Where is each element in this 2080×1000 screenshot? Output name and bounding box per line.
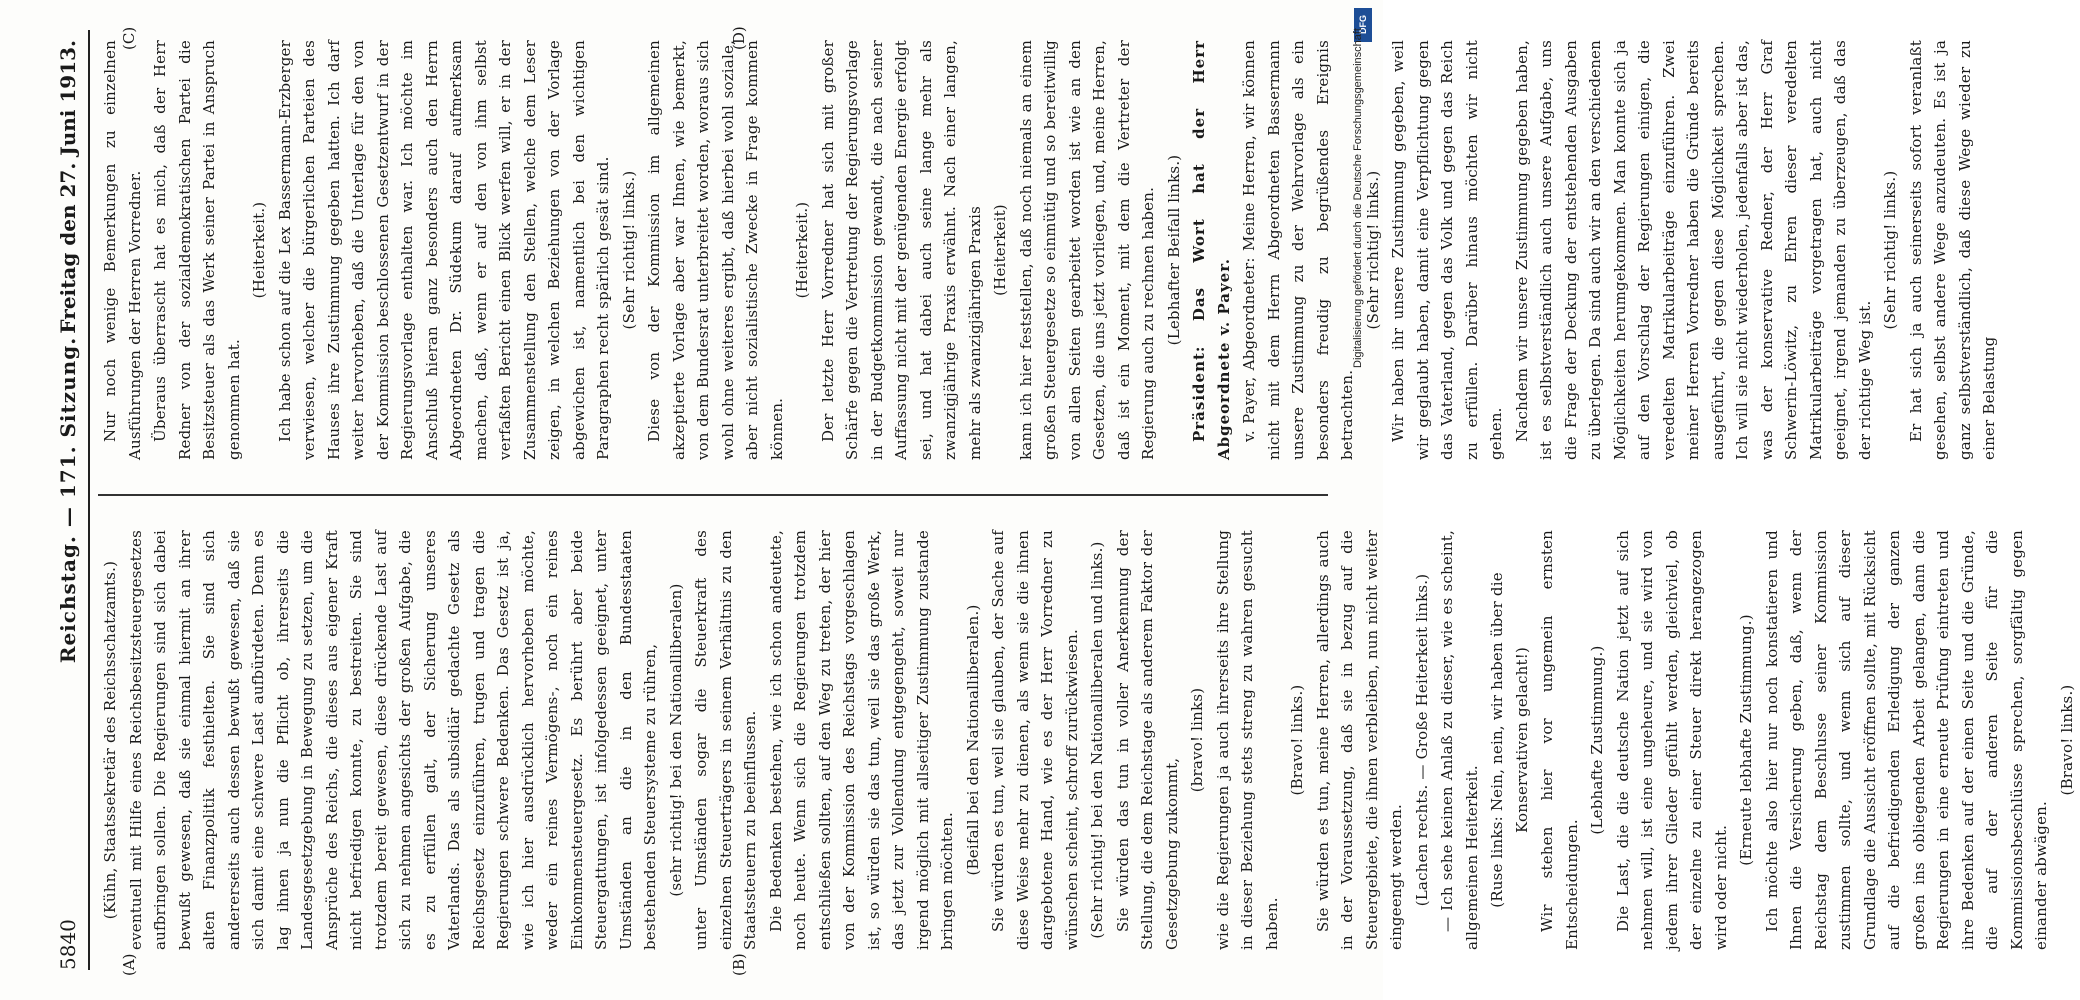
- paragraph: wie die Regierungen ja auch ihrerseits ihre Stellung in dieser Beziehung stets streng zu wahren gesucht haben.: [1213, 530, 1281, 950]
- interjection: (Bravo! links.): [1288, 684, 1306, 796]
- interjection: (Lebhafter Beifall links.): [1164, 154, 1183, 346]
- speaker-note: (Kühn, Staatssekretär des Reichsschatzamts.): [101, 560, 119, 920]
- paragraph: Er hat sich ja auch seinerseits sofort veranlaßt gesehen, selbst andere Wege anzudeuten. Es ist ja ganz selbstverständlich, daß diese Wege wieder zu einer Belastung: [1906, 40, 1998, 460]
- president-speech: Präsident: Das Wort hat der Herr Abgeordnete v. Payer.: [1190, 40, 1233, 460]
- paragraph: unter Umständen sogar die Steuerkraft des einzelnen Steuerträgers in seinem Verhältnis zu den Staatssteuern zu beeinflussen.: [692, 530, 759, 950]
- margin-mark-a: (A): [120, 953, 138, 976]
- paragraph: Wir haben ihr unsere Zustimmung gegeben, weil wir geglaubt haben, damit eine Verpflichtung gegen das Vaterland, gegen das Volk und gegen das Reich zu erfüllen. Darüber hinaus möchten wir nicht gehen.: [1389, 40, 1505, 460]
- header-rule: [88, 30, 90, 970]
- interjection: (Sehr richtig! links.): [1363, 170, 1382, 330]
- interjection: (Heiterkeit.): [793, 201, 811, 299]
- interjection: (Erneute lebhafte Zustimmung.): [1737, 614, 1755, 866]
- paragraph: kann ich hier feststellen, daß noch niemals an einem großen Steuergesetze so einmütig und so bereitwillig von allen Seiten gearbeitet worden ist wie an den Gesetzen, die uns jetzt vorliegen, und, meine Herren, daß ist ein Moment, mit dem die Vertreter der Regierung auch zu rechnen haben.: [1016, 40, 1157, 460]
- paragraph: Ich möchte also hier nur noch konstatieren und Ihnen die Versicherung geben, daß, wenn der Reichstag dem Beschlusse seiner Kommission zustimmen sollte, und wenn sich auf dieser Grundlage die Aussicht eröffnen sollte, mit Rücksicht auf die befriedigenden Erledigung der ganzen großen ins obliegenden Arbeit gelangen, dann die Regierungen in eine erneute Prüfung eintreten und ihre Bedenken auf der einen Seite und die Gründe, die auf der anderen Seite für die Kommissionsbeschlüsse sprechen, sorgfältig gegen einander abwägen.: [1762, 530, 2050, 950]
- page-title: Reichstag. — 171. Sitzung.: [56, 336, 80, 664]
- session-date: Freitag den 27. Juni 1913.: [56, 40, 80, 334]
- page-header: [50, 30, 86, 970]
- paragraph: eventuell mit Hilfe eines Reichsbesitzsteuergesetzes aufbringen sollen. Die Regierungen sind sich dabei bewußt gewesen, daß sie einmal hiermit an ihrer alten Finanzpolitik festhielten. Sie sind sich andererseits auch dessen bewußt gewesen, daß sie sich damit eine schwere Last aufbürdeten. Denn es lag ihnen ja nun die Pflicht ob, ihrerseits die Landesgesetzgebung in Bewegung zu setzen, um die Ansprüche des Reichs, die dieses aus eigener Kraft nicht befriedigen konnte, zu bestreiten. Sie sind trotzdem bereit gewesen, diese drückende Last auf sich zu nehmen angesichts der großen Aufgabe, die es zu erfüllen galt, der Sicherung unseres Vaterlands. Das als subsidiär gedachte Gesetz als Reichsgesetz einzuführen, trugen und tragen die Regierungen schwere Bedenken. Das Gesetz ist ja, wie ich hier ausdrücklich hervorheben möchte, weder ein reines Vermögens-, noch ein reines Einkommensteuergesetz. Es berührt aber beide Steuergattungen, ist infolgedessen geeignet, unter Umständen an die in den Bundesstaaten bestehenden Steuersysteme zu rühren,: [126, 530, 659, 950]
- paragraph: Die Last, die die deutsche Nation jetzt auf sich nehmen will, ist eine ungeheure, und sie wird von jedem ihrer Glieder gefühlt werden, gleichviel, ob der einzelne zu einer Steuer direkt herangezogen wird oder nicht.: [1613, 530, 1730, 950]
- paragraph: Nachdem wir unsere Zustimmung gegeben haben, ist es selbstverständlich auch unsere Aufgabe, uns die Frage der Deckung der entstehenden Ausgaben zu überlegen. Da sind auch wir an den verschiedenen Möglichkeiten herumgekommen. Man konnte sich ja auf den Vorschlag der Regierungen einigen, die veredelten Matrikularbeiträge einzuführen. Zwei meiner Herren Vorredner haben die Gründe bereits ausgeführt, die gegen diese Möglichkeit sprechen. Ich will sie nicht wiederholen, jedenfalls aber ist das, was der konservative Redner, der Herr Graf Schwerin-Löwitz, zu Ehren dieser veredelten Matrikularbeiträge vorgetragen hat, auch nicht geeignet, irgend jemanden zu überzeugen, daß das der richtige Weg ist.: [1512, 40, 1874, 460]
- interjection: (Heiterkeit.): [250, 201, 268, 299]
- paragraph: Der letzte Herr Vorredner hat sich mit großer Schärfe gegen die Vertretung der Regierungsvorlage in der Budgetkommission gewandt, die nach seiner Auffassung nicht mit der genügenden Energie erfolgt sei, und hat dabei auch seine lange mehr als zwanzigjährige Praxis erwähnt. Nach einer langen, mehr als zwanzigjährigen Praxis: [818, 40, 984, 460]
- interjection: (Lebhafte Zustimmung.): [1588, 645, 1606, 835]
- interjection: (Bravo! links.): [2057, 684, 2076, 796]
- page-number: 5840: [56, 919, 80, 970]
- right-column: [98, 40, 2003, 460]
- paragraph: Sie würden es tun, meine Herren, allerdings auch in der Voraussetzung, daß sie in bezug auf die Steuergebiete, die ihnen verbleiben, nun nicht weiter eingeengt werden.: [1313, 530, 1405, 950]
- paragraph: Sie würden es tun, weil sie glauben, der Sache auf diese Weise mehr zu dienen, als wenn sie die ihnen dargebotene Hand, wie es der Herr Vorredner zu wünschen scheint, schroff zurückwiesen.: [989, 530, 1081, 950]
- left-column: [98, 530, 2080, 950]
- speaker-paragraph: v. Payer, Abgeordneter: Meine Herren, wir können nicht mit dem Herrn Abgeordneten Bassermann unsere Zustimmung zu der Wehrvorlage als ein besonders freudig zu begrüßendes Ereignis betrachten.: [1240, 40, 1356, 460]
- interjection: (Beifall bei den Nationalliberalen.): [963, 604, 982, 876]
- paragraph: Sie würden das tun in voller Anerkennung der Stellung, die dem Reichstage als anderem Faktor der Gesetzgebung zukommt,: [1113, 530, 1181, 950]
- interjection: (bravo! links): [1188, 687, 1206, 793]
- margin-mark-c: (C): [120, 26, 138, 50]
- paragraph: Die Bedenken bestehen, wie ich schon andeutete, noch heute. Wenn sich die Regierungen trotzdem entschließen sollten, auf den Weg zu treten, der hier von der Kommission des Reichstags vorgeschlagen ist, so würden sie das tun, weil sie das große Werk, das jetzt zur Vollendung entgegengeht, soweit nur irgend möglich mit allseitiger Zustimmung zustande bringen möchten.: [766, 530, 956, 950]
- paragraph: Ich habe schon auf die Lex Bassermann-Erzberger verwiesen, welcher die bürgerlichen Parteien des Hauses ihre Zustimmung gegeben hatten. Ich darf weiter hervorheben, daß die Unterlage für den von der Kommission beschlossenen Gesetzentwurf in der Regierungsvorlage enthalten war. Ich möchte im Anschluß hieran ganz besonders auch den Herrn Abgeordneten Dr. Südekum darauf aufmerksam machen, daß, wenn er auf den von ihm selbst verfaßten Bericht einen Blick werfen will, er in der Zusammenstellung den Stellen, welche dem Leser zeigen, in welchen Beziehungen von der Vorlage abgewichen ist, namentlich bei den wichtigen Paragraphen recht spärlich gesät sind.: [275, 40, 612, 460]
- interjection: (Lachen rechts. — Große Heiterkeit links.): [1412, 573, 1431, 907]
- dfg-notice: Digitalisierung gefördert durch die Deutsche Forschungsgemeinschaft: [1352, 28, 1364, 368]
- interjection: (Ruse links: Nein, nein, wir haben über die Konservativen gelacht!): [1488, 572, 1531, 908]
- paragraph: Diese von der Kommission im allgemeinen akzeptierte Vorlage aber war Ihnen, wie bemerkt, von dem Bundesrat unterbreitet worden, woraus sich wohl ohne weiteres ergibt, daß hierbei wohl soziale, aber nicht sozialistische Zwecke in Frage kommen können.: [645, 40, 786, 460]
- paragraph: Überaus überrascht hat es mich, daß der Herr Redner von der sozialdemokratischen Partei die Besitzsteuer als das Werk seiner Partei in Anspruch genommen hat.: [151, 40, 243, 460]
- column-divider: [98, 494, 1328, 496]
- dfg-credit-strip: [1352, 8, 1376, 998]
- paragraph: — Ich sehe keinen Anlaß zu dieser, wie es scheint, allgemeinen Heiterkeit.: [1438, 530, 1481, 950]
- interjection: (Sehr richtig! bei den Nationalliberalen und links.): [1088, 541, 1106, 939]
- dfg-logo: DFG: [1354, 8, 1372, 42]
- interjection: (Sehr richtig! links.): [1881, 170, 1899, 330]
- margin-mark-b: (B): [730, 953, 748, 976]
- paragraph: Nur noch wenige Bemerkungen zu einzelnen Ausführungen der Herren Vorredner.: [101, 40, 144, 460]
- interjection: (Heiterkeit): [991, 204, 1009, 296]
- paragraph: Wir stehen hier vor ungemein ernsten Entscheidungen.: [1538, 530, 1581, 950]
- interjection: (Sehr richtig! links.): [619, 170, 638, 330]
- margin-mark-d: (D): [730, 26, 748, 50]
- interjection: (sehr richtig! bei den Nationalliberalen): [666, 583, 685, 897]
